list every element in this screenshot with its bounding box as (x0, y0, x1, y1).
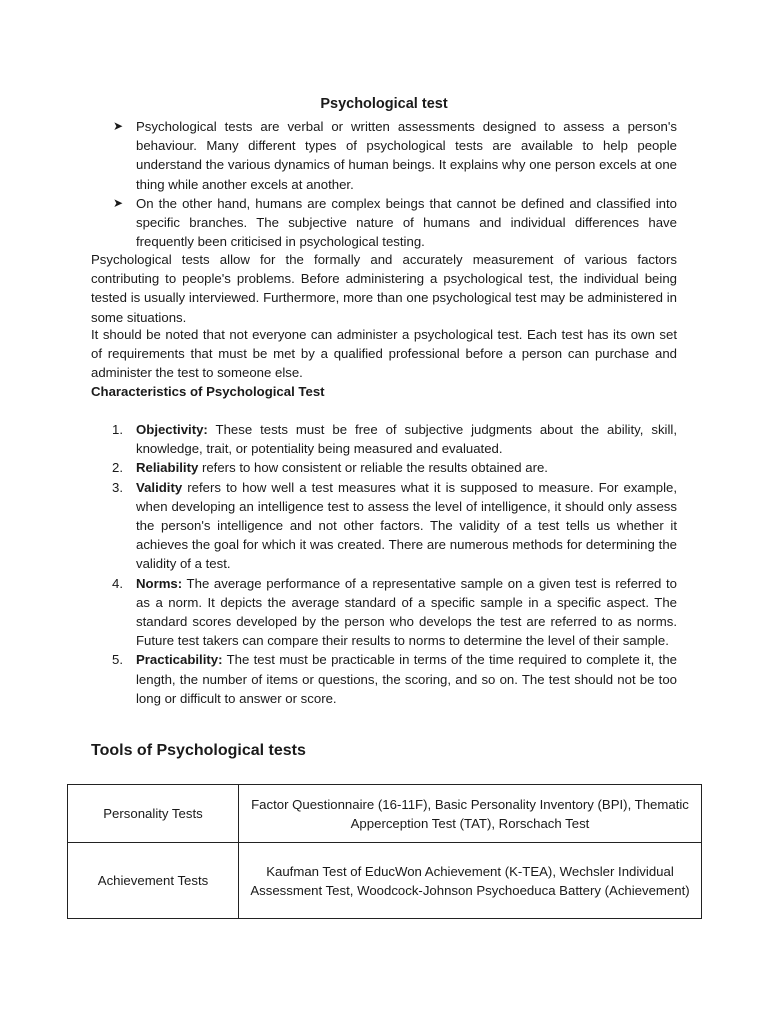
tools-heading: Tools of Psychological tests (91, 742, 306, 759)
characteristic-item (112, 574, 677, 651)
characteristic-item (112, 420, 677, 458)
tools-table (67, 784, 702, 919)
page-title: Psychological test (320, 96, 448, 112)
arrow-bullet-icon: ➤ (113, 195, 124, 210)
characteristic-item (112, 478, 677, 574)
bullet-list (112, 117, 677, 251)
item-number: 5. (112, 652, 123, 668)
table-cell-tests: Factor Questionnaire (16-11F), Basic Personality Inventory (BPI), Thematic Apperception Test (TAT), Rorschach Test (239, 785, 702, 843)
characteristic-item (112, 650, 677, 708)
item-text: refers to how well a test measures what it is supposed to measure. For example, when developing an intelligence test to assess the level of intelligence, it should only assess the person's intelligence and not other factors. The validity of a test tells us whether it achieves the goal for which it was created. There are numerous methods for determining the validity of a test. (136, 479, 677, 572)
arrow-bullet-icon: ➤ (113, 119, 124, 133)
item-term: Norms: (136, 575, 183, 591)
table-cell-category: Achievement Tests (68, 843, 239, 919)
item-term: Reliability (136, 460, 199, 476)
bullet-item (112, 117, 677, 194)
item-term: Practicability: (136, 652, 223, 668)
item-text: These tests must be free of subjective judgments about the ability, skill, knowledge, trait, or potentiality being measured and evaluated. (136, 422, 677, 457)
characteristics-list (112, 420, 677, 708)
item-text: The average performance of a representative sample on a given test is referred to as a norm. It depicts the average standard of a specific sample in a specific aspect. The standard scores developed by the person who develops the test are referred to as norms. Future test takers can compare their results to norms to determine the level of their sample. (136, 575, 677, 649)
item-number: 4. (112, 575, 123, 591)
item-term: Objectivity: (136, 422, 208, 437)
bullet-item (112, 194, 677, 252)
characteristics-heading: Characteristics of Psychological Test (91, 384, 325, 399)
table-cell-category: Personality Tests (68, 785, 239, 843)
bullet-text: On the other hand, humans are complex beings that cannot be defined and classified into specific branches. The subjective nature of humans and individual differences have frequently been criticised in psychological testing. (136, 195, 677, 250)
item-number: 2. (112, 460, 123, 476)
bullet-text: Psychological tests are verbal or written assessments designed to assess a person's behaviour. Many different types of psychological tests are available to help people understand the various dynamics of human beings. It explains why one person excels at one thing while another excels at another. (136, 119, 677, 192)
item-number: 1. (112, 422, 123, 437)
table-row (68, 843, 702, 919)
paragraph: It should be noted that not everyone can administer a psychological test. Each test has its own set of requirements that must be met by a qualified professional before a person can purchase and administer the test to someone else. (91, 327, 677, 381)
table-row (68, 785, 702, 843)
characteristic-item (112, 458, 677, 477)
item-text: refers to how consistent or reliable the results obtained are. (198, 460, 548, 476)
item-term: Validity (136, 479, 183, 495)
item-number: 3. (112, 479, 123, 495)
paragraph: Psychological tests allow for the formally and accurately measurement of various factors contributing to people's problems. Before administering a psychological test, the individual being tested is usually interviewed. Furthermore, more than one psychological test may be administered in some situations. (91, 252, 677, 325)
table-cell-tests: Kaufman Test of EducWon Achievement (K-TEA), Wechsler Individual Assessment Test, Woodcock-Johnson Psychoeduca Battery (Achievement) (239, 843, 702, 919)
item-text: The test must be practicable in terms of the time required to complete it, the length, the number of items or questions, the scoring, and so on. The test should not be too long or difficult to answer or score. (136, 652, 677, 706)
